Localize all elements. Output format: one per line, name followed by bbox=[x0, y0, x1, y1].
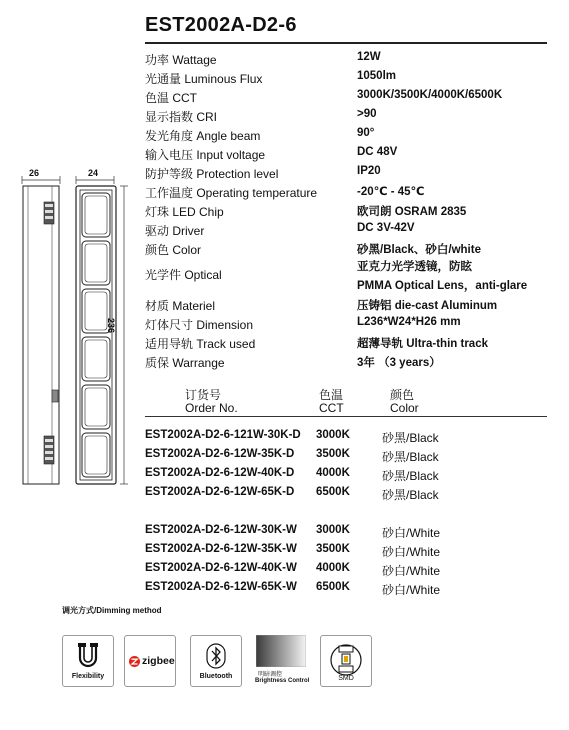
length-dimension bbox=[120, 186, 128, 484]
product-title: EST2002A-D2-6 bbox=[145, 14, 297, 36]
order-color: 砂黑/Black bbox=[382, 431, 439, 445]
order-number: EST2002A-D2-6-12W-35K-D bbox=[145, 448, 295, 460]
order-color: 砂白/White bbox=[382, 583, 441, 597]
front-view bbox=[76, 186, 116, 484]
order-row bbox=[0, 524, 569, 540]
spec-label: 灯珠 LED Chip bbox=[145, 205, 224, 219]
order-color: 砂白/White bbox=[382, 526, 441, 540]
order-cct: 3500K bbox=[316, 448, 350, 460]
spec-value: 12W bbox=[357, 51, 381, 63]
spec-label: 输入电压 Input voltage bbox=[145, 148, 266, 162]
bluetooth-icon bbox=[205, 643, 227, 669]
dimming-heading: 调光方式/Dimming method bbox=[62, 606, 162, 615]
spec-value-line2: PMMA Optical Lens，anti-glare bbox=[357, 280, 528, 292]
smd-caption: SMD bbox=[338, 675, 354, 682]
flexibility-icon bbox=[75, 642, 101, 670]
spec-value: 90° bbox=[357, 127, 375, 139]
color-header-en: Color bbox=[390, 401, 419, 415]
order-number: EST2002A-D2-6-12W-30K-W bbox=[145, 524, 297, 536]
order-row bbox=[0, 486, 569, 502]
order-no-header-en: Order No. bbox=[185, 401, 238, 415]
brightness-caption: Brightness Control bbox=[255, 678, 310, 684]
spec-value: 1050lm bbox=[357, 70, 397, 82]
zigbee-brand-text: zigbee bbox=[142, 655, 175, 667]
color-header-cn: 颜色 bbox=[390, 388, 415, 402]
order-row bbox=[0, 543, 569, 559]
order-row bbox=[0, 562, 569, 578]
title-divider bbox=[145, 42, 547, 44]
spec-value: 3年 （3 years） bbox=[357, 357, 441, 369]
spec-label: 色温 CCT bbox=[145, 91, 197, 105]
order-number: EST2002A-D2-6-12W-65K-D bbox=[145, 486, 295, 498]
order-cct: 3000K bbox=[316, 429, 350, 441]
spec-value: DC 3V-42V bbox=[357, 222, 415, 234]
zigbee-tile bbox=[124, 635, 176, 687]
cct-header-en: CCT bbox=[319, 401, 344, 415]
order-cct: 4000K bbox=[316, 467, 350, 479]
order-color: 砂黑/Black bbox=[382, 469, 439, 483]
bluetooth-caption: Bluetooth bbox=[199, 673, 233, 680]
order-number: EST2002A-D2-6-12W-40K-D bbox=[145, 467, 295, 479]
product-drawing bbox=[14, 168, 134, 488]
order-color: 砂黑/Black bbox=[382, 450, 439, 464]
order-color: 砂白/White bbox=[382, 545, 441, 559]
spec-label: 驱动 Driver bbox=[145, 224, 205, 238]
order-color: 砂黑/Black bbox=[382, 488, 439, 502]
spec-value: >90 bbox=[357, 108, 377, 120]
order-cct: 3000K bbox=[316, 524, 350, 536]
spec-value: 压铸铝 die-cast Aluminum bbox=[357, 300, 498, 312]
order-row bbox=[0, 581, 569, 597]
spec-label: 功率 Wattage bbox=[145, 53, 217, 67]
spec-label: 光学件 Optical bbox=[145, 268, 222, 282]
flexibility-caption: Flexibility bbox=[71, 673, 105, 680]
zigbee-icon bbox=[129, 656, 140, 667]
spec-value: DC 48V bbox=[357, 146, 398, 158]
order-no-header-cn: 订货号 bbox=[185, 388, 222, 402]
order-cct: 6500K bbox=[316, 581, 350, 593]
brightness-caption-cn: 明暗调控 bbox=[258, 672, 283, 678]
spec-value: -20℃ - 45℃ bbox=[357, 186, 425, 198]
spec-label: 发光角度 Angle beam bbox=[145, 129, 261, 143]
order-table-divider bbox=[145, 416, 547, 417]
order-number: EST2002A-D2-6-12W-65K-W bbox=[145, 581, 297, 593]
spec-label: 防护等级 Protection level bbox=[145, 167, 279, 181]
order-cct: 4000K bbox=[316, 562, 350, 574]
brightness-gradient-icon bbox=[256, 635, 306, 667]
spec-value: L236*W24*H26 mm bbox=[357, 316, 461, 328]
side-width-dimension bbox=[22, 176, 60, 184]
smd-chip-icon bbox=[329, 640, 363, 680]
length-label: 236 bbox=[106, 318, 116, 334]
spec-label: 工作温度 Operating temperature bbox=[145, 186, 318, 200]
order-number: EST2002A-D2-6-12W-40K-W bbox=[145, 562, 297, 574]
order-cct: 6500K bbox=[316, 486, 350, 498]
spec-label: 光通量 Luminous Flux bbox=[145, 72, 263, 86]
spec-label: 适用导轨 Track used bbox=[145, 337, 256, 351]
order-color: 砂白/White bbox=[382, 564, 441, 578]
spec-label: 灯体尺寸 Dimension bbox=[145, 318, 254, 332]
spec-label: 质保 Warrange bbox=[145, 356, 225, 370]
spec-label: 显示指数 CRI bbox=[145, 110, 218, 124]
spec-value: 欧司朗 OSRAM 2835 bbox=[357, 206, 467, 218]
order-cct: 3500K bbox=[316, 543, 350, 555]
spec-value: IP20 bbox=[357, 165, 381, 177]
side-view bbox=[23, 186, 59, 484]
spec-label: 颜色 Color bbox=[145, 243, 202, 257]
spec-value: 超薄导轨 Ultra-thin track bbox=[357, 338, 488, 350]
spec-value: 3000K/3500K/4000K/6500K bbox=[357, 89, 503, 101]
order-number: EST2002A-D2-6-12W-35K-W bbox=[145, 543, 297, 555]
cct-header-cn: 色温 bbox=[319, 388, 344, 402]
side-width-label: 26 bbox=[29, 168, 40, 178]
spec-value: 砂黑/Black、砂白/white bbox=[357, 244, 481, 256]
order-number: EST2002A-D2-6-121W-30K-D bbox=[145, 429, 301, 441]
spec-label: 材质 Materiel bbox=[145, 299, 216, 313]
front-width-label: 24 bbox=[88, 168, 99, 178]
spec-value: 亚克力光学透镜，防眩 bbox=[357, 261, 472, 273]
